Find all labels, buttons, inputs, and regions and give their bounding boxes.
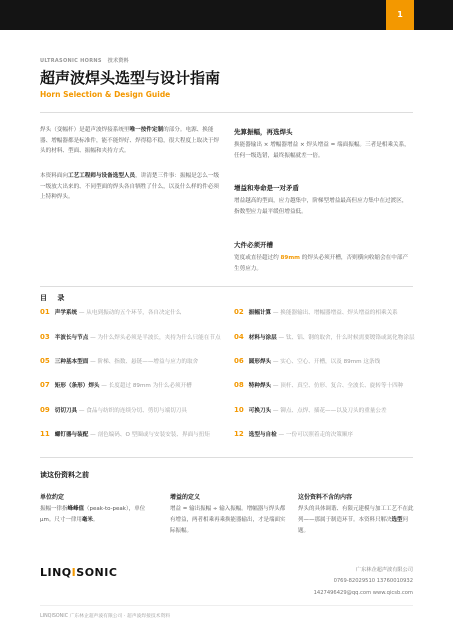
col-excluded-text: 焊头的具体调谐、有限元建模与加工工艺不在此列——那属于制造环节。本资料只解决选型问题。	[298, 506, 414, 534]
col-gain-text: 增益 = 输出振幅 ÷ 输入振幅。增幅器与焊头都有增益，两者相乘再乘换能器输出，才是端面实际振幅。	[170, 506, 286, 534]
toc-item-05[interactable]: 05 三种基本型面 — 阶梯、指数、悬链——增益与应力的取舍	[40, 357, 199, 365]
intro-paragraph-1: 焊头（变幅杆）是超声波焊接系统里唯一按件定制的部分。电源、换能器、增幅器都是标准件，能不能焊好、焊得稳不稳，很大程度上取决于焊头的材料、型面、振幅和夹持方式。	[40, 127, 220, 155]
before-reading-title: 读这份资料之前	[40, 471, 89, 479]
toc-item-12[interactable]: 12 选型与自检 — 一份可以照着走的决策顺序	[234, 430, 354, 438]
col-units-text: 振幅一律指峰峰值（peak-to-peak），单位 μm。尺寸一律用毫米。	[40, 506, 146, 523]
toc-item-07[interactable]: 07 矩形（条形）焊头 — 长度超过 89mm 为什么必须开槽	[40, 381, 192, 389]
page-footer: LINQISONIC 广东林企超声波有限公司 · 超声波焊接技术资料	[40, 614, 171, 619]
paragraph-amplitude: 换能器输出 × 增幅器增益 × 焊头增益 = 端面振幅。三者是相乘关系，任何一级选错，最终振幅就差一倍。	[234, 142, 410, 159]
paragraph-slotting: 宽度或直径超过约 89mm 的焊头必须开槽，否则横向收缩会在中部产生剪应力。	[234, 255, 409, 272]
eyebrow-en: ULTRASONIC HORNS	[40, 58, 102, 64]
toc-item-03[interactable]: 03 半波长与节点 — 为什么焊头必须是半波长，夹持为什么只能在节点	[40, 333, 221, 341]
company-logo: LINQISONIC	[40, 566, 118, 579]
toc-item-10[interactable]: 10 可换刀头 — 铆点、点焊、插花——以及刀头的重量公差	[234, 406, 387, 414]
divider	[40, 457, 413, 458]
heading-amplitude: 先算振幅，再选焊头	[234, 128, 293, 136]
heading-gain-life: 增益和寿命是一对矛盾	[234, 184, 299, 192]
col-gain-heading: 增益的定义	[170, 494, 201, 501]
toc-title: 目 录	[40, 294, 69, 302]
footer-divider	[40, 605, 413, 606]
toc-item-09[interactable]: 09 切切刀具 — 食品与纺织的连续分切、剪切与端切刀具	[40, 406, 187, 414]
divider	[40, 286, 413, 287]
col-units-heading: 单位约定	[40, 494, 65, 501]
toc-item-02[interactable]: 02 振幅计算 — 换能器输出、增幅器增益、焊头增益的相乘关系	[234, 308, 398, 316]
toc-item-06[interactable]: 06 圆形焊头 — 实心、空心、开槽，以及 89mm 这条线	[234, 357, 381, 365]
heading-slotting: 大件必须开槽	[234, 241, 273, 249]
toc-item-04[interactable]: 04 材料与涂层 — 钛、铝、钢的取舍，什么时候需要镀铬或氮化物涂层	[234, 333, 415, 341]
divider	[40, 112, 413, 113]
page-number-badge: 1	[386, 0, 414, 30]
col-excluded-heading: 这份资料不含的内容	[298, 494, 353, 501]
contact-web: 1427496429@qq.com www.qicsb.com	[313, 590, 413, 596]
toc-item-01[interactable]: 01 声学系统 — 从电到振动的五个环节，各自决定什么	[40, 308, 182, 316]
contact-company: 广东林企超声波有限公司	[355, 567, 413, 573]
toc-item-11[interactable]: 11 螺钉器与装配 — 剖色编码、O 型圈或与安装安装、界面与扭矩	[40, 430, 210, 438]
eyebrow	[40, 57, 133, 64]
contact-phones: 0769-82029510 13760010932	[333, 578, 413, 584]
intro-paragraph-2: 本资料面向工艺工程师与设备选型人员，讲清楚三件事：振幅是怎么一级一级放大出来的、不同型面的焊头各自牺牲了什么，以及什么样的件必须上特种焊头。	[40, 173, 220, 201]
eyebrow-cn: 技术资料	[107, 58, 129, 64]
toc-item-08[interactable]: 08 特种焊头 — 顶杆、真空、仿形、复合、全波长、旋转等十四种	[234, 381, 404, 389]
page-title: 超声波焊头选型与设计指南	[40, 69, 221, 87]
paragraph-gain-life: 增益越高的型面，应力越集中，阶梯型增益最高但应力集中在过渡区，指数型应力最平缓但增益低。	[234, 198, 408, 215]
page-subtitle: Horn Selection & Design Guide	[40, 90, 171, 99]
